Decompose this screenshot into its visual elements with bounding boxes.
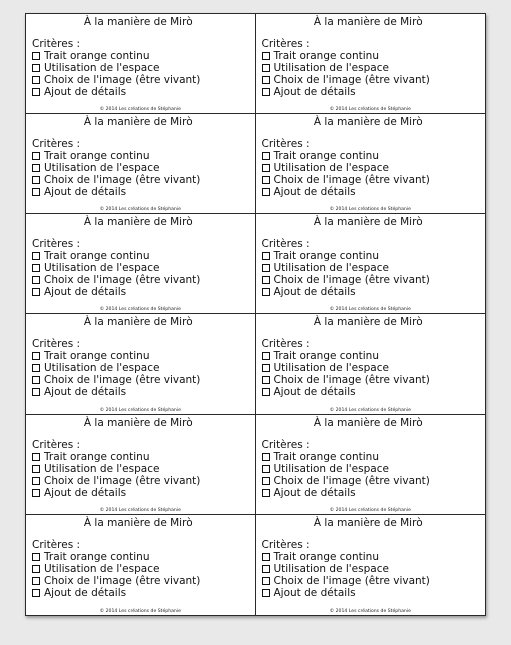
- checkbox-icon[interactable]: [32, 76, 40, 84]
- card-title: À la manière de Mirò: [313, 16, 423, 28]
- copyright-credit: © 2014 Les créations de Stéphanie: [99, 608, 181, 614]
- criteria-list: [262, 350, 480, 398]
- evaluation-card: [26, 314, 256, 414]
- criteria-item: [262, 362, 480, 374]
- criteria-item-label: Choix de l'image (être vivant): [44, 174, 201, 187]
- criteria-item: [262, 274, 480, 286]
- card-title: À la manière de Mirò: [83, 116, 193, 129]
- evaluation-card: [256, 114, 486, 214]
- criteria-item-label: Choix de l'image (être vivant): [44, 274, 201, 287]
- criteria-item-label: Utilisation de l'espace: [273, 162, 389, 175]
- criteria-label: Critères :: [261, 538, 310, 551]
- criteria-label: Critères :: [261, 238, 310, 251]
- criteria-item-label: Trait orange continu: [273, 250, 379, 263]
- criteria-item-label: Ajout de détails: [273, 586, 356, 599]
- checkbox-icon[interactable]: [262, 288, 270, 296]
- criteria-label: Critères :: [261, 138, 310, 151]
- criteria-item: [32, 350, 249, 362]
- criteria-item: [262, 463, 480, 475]
- criteria-item-label: Choix de l'image (être vivant): [273, 374, 430, 387]
- criteria-item: [262, 186, 480, 198]
- criteria-item: [32, 162, 249, 174]
- criteria-label: Critères :: [32, 138, 81, 151]
- checkbox-icon[interactable]: [262, 553, 270, 561]
- evaluation-card: [256, 515, 486, 615]
- checkbox-icon[interactable]: [262, 276, 270, 284]
- criteria-item-label: Choix de l'image (être vivant): [273, 474, 430, 487]
- criteria-list: [262, 250, 480, 298]
- checkbox-icon[interactable]: [262, 76, 270, 84]
- copyright-credit: © 2014 Les créations de Stéphanie: [329, 307, 411, 313]
- criteria-item: [262, 262, 480, 274]
- copyright-credit: © 2014 Les créations de Stéphanie: [99, 207, 181, 213]
- evaluation-card: [256, 214, 486, 314]
- evaluation-card: [26, 14, 256, 114]
- criteria-item-label: Trait orange continu: [273, 50, 379, 62]
- criteria-item: [32, 150, 249, 162]
- criteria-item-label: Utilisation de l'espace: [44, 262, 160, 275]
- card-title: À la manière de Mirò: [313, 316, 423, 329]
- criteria-item-label: Utilisation de l'espace: [44, 562, 160, 575]
- checkbox-icon[interactable]: [32, 465, 40, 473]
- checkbox-icon[interactable]: [32, 152, 40, 160]
- copyright-credit: © 2014 Les créations de Stéphanie: [329, 507, 411, 513]
- checkbox-icon[interactable]: [32, 577, 40, 585]
- criteria-list: [32, 451, 249, 499]
- copyright-credit: © 2014 Les créations de Stéphanie: [329, 107, 411, 113]
- criteria-item: [32, 74, 249, 86]
- criteria-item: [262, 250, 480, 262]
- checkbox-icon[interactable]: [262, 376, 270, 384]
- criteria-list: [262, 50, 480, 98]
- checkbox-icon[interactable]: [32, 64, 40, 72]
- card-title: À la manière de Mirò: [83, 16, 193, 28]
- criteria-item: [262, 587, 480, 599]
- criteria-item: [262, 62, 480, 74]
- evaluation-card: [26, 114, 256, 214]
- checkbox-icon[interactable]: [262, 489, 270, 497]
- criteria-item: [32, 575, 249, 587]
- checkbox-icon[interactable]: [32, 477, 40, 485]
- checkbox-icon[interactable]: [32, 589, 40, 597]
- checkbox-icon[interactable]: [32, 565, 40, 573]
- criteria-label: Critères :: [32, 538, 81, 551]
- criteria-item-label: Choix de l'image (être vivant): [273, 174, 430, 187]
- criteria-item-label: Utilisation de l'espace: [44, 462, 160, 475]
- criteria-item-label: Ajout de détails: [44, 386, 127, 399]
- evaluation-card: [256, 415, 486, 515]
- criteria-item: [262, 174, 480, 186]
- criteria-item: [262, 162, 480, 174]
- card-title: À la manière de Mirò: [313, 516, 423, 529]
- checkbox-icon[interactable]: [32, 388, 40, 396]
- criteria-item-label: Utilisation de l'espace: [273, 62, 389, 74]
- criteria-item-label: Ajout de détails: [273, 186, 356, 199]
- checkbox-icon[interactable]: [32, 164, 40, 172]
- criteria-item: [32, 274, 249, 286]
- checkbox-icon[interactable]: [32, 264, 40, 272]
- criteria-item: [262, 475, 480, 487]
- criteria-item-label: Ajout de détails: [273, 486, 356, 499]
- copyright-credit: © 2014 Les créations de Stéphanie: [329, 608, 411, 614]
- criteria-item: [262, 575, 480, 587]
- criteria-list: [32, 150, 249, 198]
- copyright-credit: © 2014 Les créations de Stéphanie: [99, 107, 181, 113]
- criteria-item: [32, 174, 249, 186]
- criteria-label: Critères :: [261, 338, 310, 351]
- criteria-item: [32, 286, 249, 298]
- checkbox-icon[interactable]: [32, 188, 40, 196]
- criteria-item: [32, 587, 249, 599]
- criteria-item-label: Ajout de détails: [44, 186, 127, 199]
- criteria-item: [32, 362, 249, 374]
- checkbox-icon[interactable]: [32, 52, 40, 60]
- criteria-item: [262, 350, 480, 362]
- criteria-item: [32, 262, 249, 274]
- criteria-item-label: Utilisation de l'espace: [273, 562, 389, 575]
- checkbox-icon[interactable]: [262, 88, 270, 96]
- checkbox-icon[interactable]: [32, 453, 40, 461]
- criteria-item: [262, 286, 480, 298]
- checkbox-icon[interactable]: [262, 453, 270, 461]
- criteria-item-label: Trait orange continu: [273, 350, 379, 363]
- copyright-credit: © 2014 Les créations de Stéphanie: [99, 307, 181, 313]
- criteria-item-label: Utilisation de l'espace: [44, 162, 160, 175]
- criteria-item: [32, 551, 249, 563]
- criteria-item-label: Choix de l'image (être vivant): [273, 74, 430, 86]
- copyright-credit: © 2014 Les créations de Stéphanie: [329, 407, 411, 413]
- criteria-list: [262, 551, 480, 599]
- criteria-item: [32, 374, 249, 386]
- checkbox-icon[interactable]: [32, 252, 40, 260]
- checkbox-icon[interactable]: [32, 176, 40, 184]
- checkbox-icon[interactable]: [262, 388, 270, 396]
- criteria-label: Critères :: [261, 438, 310, 451]
- document-page: [25, 13, 486, 616]
- criteria-item-label: Choix de l'image (être vivant): [44, 474, 201, 487]
- checkbox-icon[interactable]: [262, 252, 270, 260]
- checkbox-icon[interactable]: [262, 589, 270, 597]
- checkbox-icon[interactable]: [262, 352, 270, 360]
- criteria-label: Critères :: [32, 38, 81, 50]
- criteria-item: [262, 386, 480, 398]
- card-title: À la manière de Mirò: [313, 116, 423, 129]
- criteria-item: [32, 50, 249, 62]
- copyright-credit: © 2014 Les créations de Stéphanie: [99, 507, 181, 513]
- checkbox-icon[interactable]: [262, 152, 270, 160]
- criteria-item-label: Trait orange continu: [44, 450, 150, 463]
- criteria-item: [262, 551, 480, 563]
- criteria-list: [262, 150, 480, 198]
- criteria-item: [32, 451, 249, 463]
- criteria-item: [262, 86, 480, 98]
- checkbox-icon[interactable]: [32, 364, 40, 372]
- criteria-item-label: Utilisation de l'espace: [44, 362, 160, 375]
- checkbox-icon[interactable]: [32, 489, 40, 497]
- criteria-item: [32, 186, 249, 198]
- criteria-item: [32, 487, 249, 499]
- criteria-item: [262, 150, 480, 162]
- checkbox-icon[interactable]: [262, 64, 270, 72]
- criteria-label: Critères :: [32, 338, 81, 351]
- criteria-label: Critères :: [32, 438, 81, 451]
- criteria-item: [32, 563, 249, 575]
- checkbox-icon[interactable]: [32, 352, 40, 360]
- checkbox-icon[interactable]: [32, 288, 40, 296]
- criteria-item: [32, 250, 249, 262]
- criteria-item-label: Ajout de détails: [273, 86, 356, 98]
- criteria-item: [262, 563, 480, 575]
- evaluation-card: [26, 515, 256, 615]
- checkbox-icon[interactable]: [262, 52, 270, 60]
- criteria-item: [32, 463, 249, 475]
- criteria-item-label: Ajout de détails: [44, 586, 127, 599]
- copyright-credit: © 2014 Les créations de Stéphanie: [329, 207, 411, 213]
- copyright-credit: © 2014 Les créations de Stéphanie: [99, 407, 181, 413]
- evaluation-card: [256, 14, 486, 114]
- criteria-list: [32, 350, 249, 398]
- criteria-item: [262, 451, 480, 463]
- checkbox-icon[interactable]: [262, 176, 270, 184]
- criteria-item: [32, 86, 249, 98]
- criteria-item-label: Utilisation de l'espace: [273, 262, 389, 275]
- card-title: À la manière de Mirò: [313, 416, 423, 429]
- criteria-list: [32, 551, 249, 599]
- criteria-item: [262, 374, 480, 386]
- criteria-item-label: Trait orange continu: [44, 250, 150, 263]
- criteria-item: [262, 487, 480, 499]
- criteria-item-label: Ajout de détails: [44, 486, 127, 499]
- criteria-item-label: Utilisation de l'espace: [44, 62, 160, 74]
- card-title: À la manière de Mirò: [83, 416, 193, 429]
- criteria-item-label: Choix de l'image (être vivant): [273, 574, 430, 587]
- criteria-item-label: Ajout de détails: [44, 86, 127, 98]
- checkbox-icon[interactable]: [32, 88, 40, 96]
- checkbox-icon[interactable]: [32, 376, 40, 384]
- checkbox-icon[interactable]: [262, 565, 270, 573]
- criteria-item-label: Ajout de détails: [44, 286, 127, 299]
- checkbox-icon[interactable]: [262, 264, 270, 272]
- criteria-item-label: Ajout de détails: [273, 386, 356, 399]
- card-title: À la manière de Mirò: [83, 216, 193, 229]
- checkbox-icon[interactable]: [262, 577, 270, 585]
- criteria-label: Critères :: [32, 238, 81, 251]
- criteria-item-label: Utilisation de l'espace: [273, 462, 389, 475]
- criteria-label: Critères :: [261, 38, 310, 50]
- checkbox-icon[interactable]: [262, 188, 270, 196]
- evaluation-card: [26, 214, 256, 314]
- criteria-item-label: Trait orange continu: [44, 150, 150, 163]
- checkbox-icon[interactable]: [32, 553, 40, 561]
- checkbox-icon[interactable]: [32, 276, 40, 284]
- checkbox-icon[interactable]: [262, 465, 270, 473]
- criteria-item: [32, 62, 249, 74]
- criteria-list: [262, 451, 480, 499]
- criteria-item-label: Ajout de détails: [273, 286, 356, 299]
- card-title: À la manière de Mirò: [313, 216, 423, 229]
- criteria-item-label: Trait orange continu: [273, 450, 379, 463]
- criteria-item-label: Utilisation de l'espace: [273, 362, 389, 375]
- criteria-item: [32, 386, 249, 398]
- card-title: À la manière de Mirò: [83, 516, 193, 529]
- criteria-item-label: Choix de l'image (être vivant): [44, 374, 201, 387]
- criteria-list: [32, 250, 249, 298]
- criteria-item-label: Trait orange continu: [273, 550, 379, 563]
- evaluation-card: [26, 415, 256, 515]
- criteria-item-label: Choix de l'image (être vivant): [273, 274, 430, 287]
- evaluation-card: [256, 314, 486, 414]
- criteria-item: [262, 74, 480, 86]
- criteria-item-label: Trait orange continu: [44, 50, 150, 62]
- criteria-list: [32, 50, 249, 98]
- criteria-item-label: Trait orange continu: [44, 350, 150, 363]
- checkbox-icon[interactable]: [262, 477, 270, 485]
- criteria-item-label: Choix de l'image (être vivant): [44, 74, 201, 86]
- checkbox-icon[interactable]: [262, 164, 270, 172]
- criteria-item-label: Choix de l'image (être vivant): [44, 574, 201, 587]
- criteria-item-label: Trait orange continu: [44, 550, 150, 563]
- criteria-item: [262, 50, 480, 62]
- criteria-item-label: Trait orange continu: [273, 150, 379, 163]
- checkbox-icon[interactable]: [262, 364, 270, 372]
- card-title: À la manière de Mirò: [83, 316, 193, 329]
- criteria-item: [32, 475, 249, 487]
